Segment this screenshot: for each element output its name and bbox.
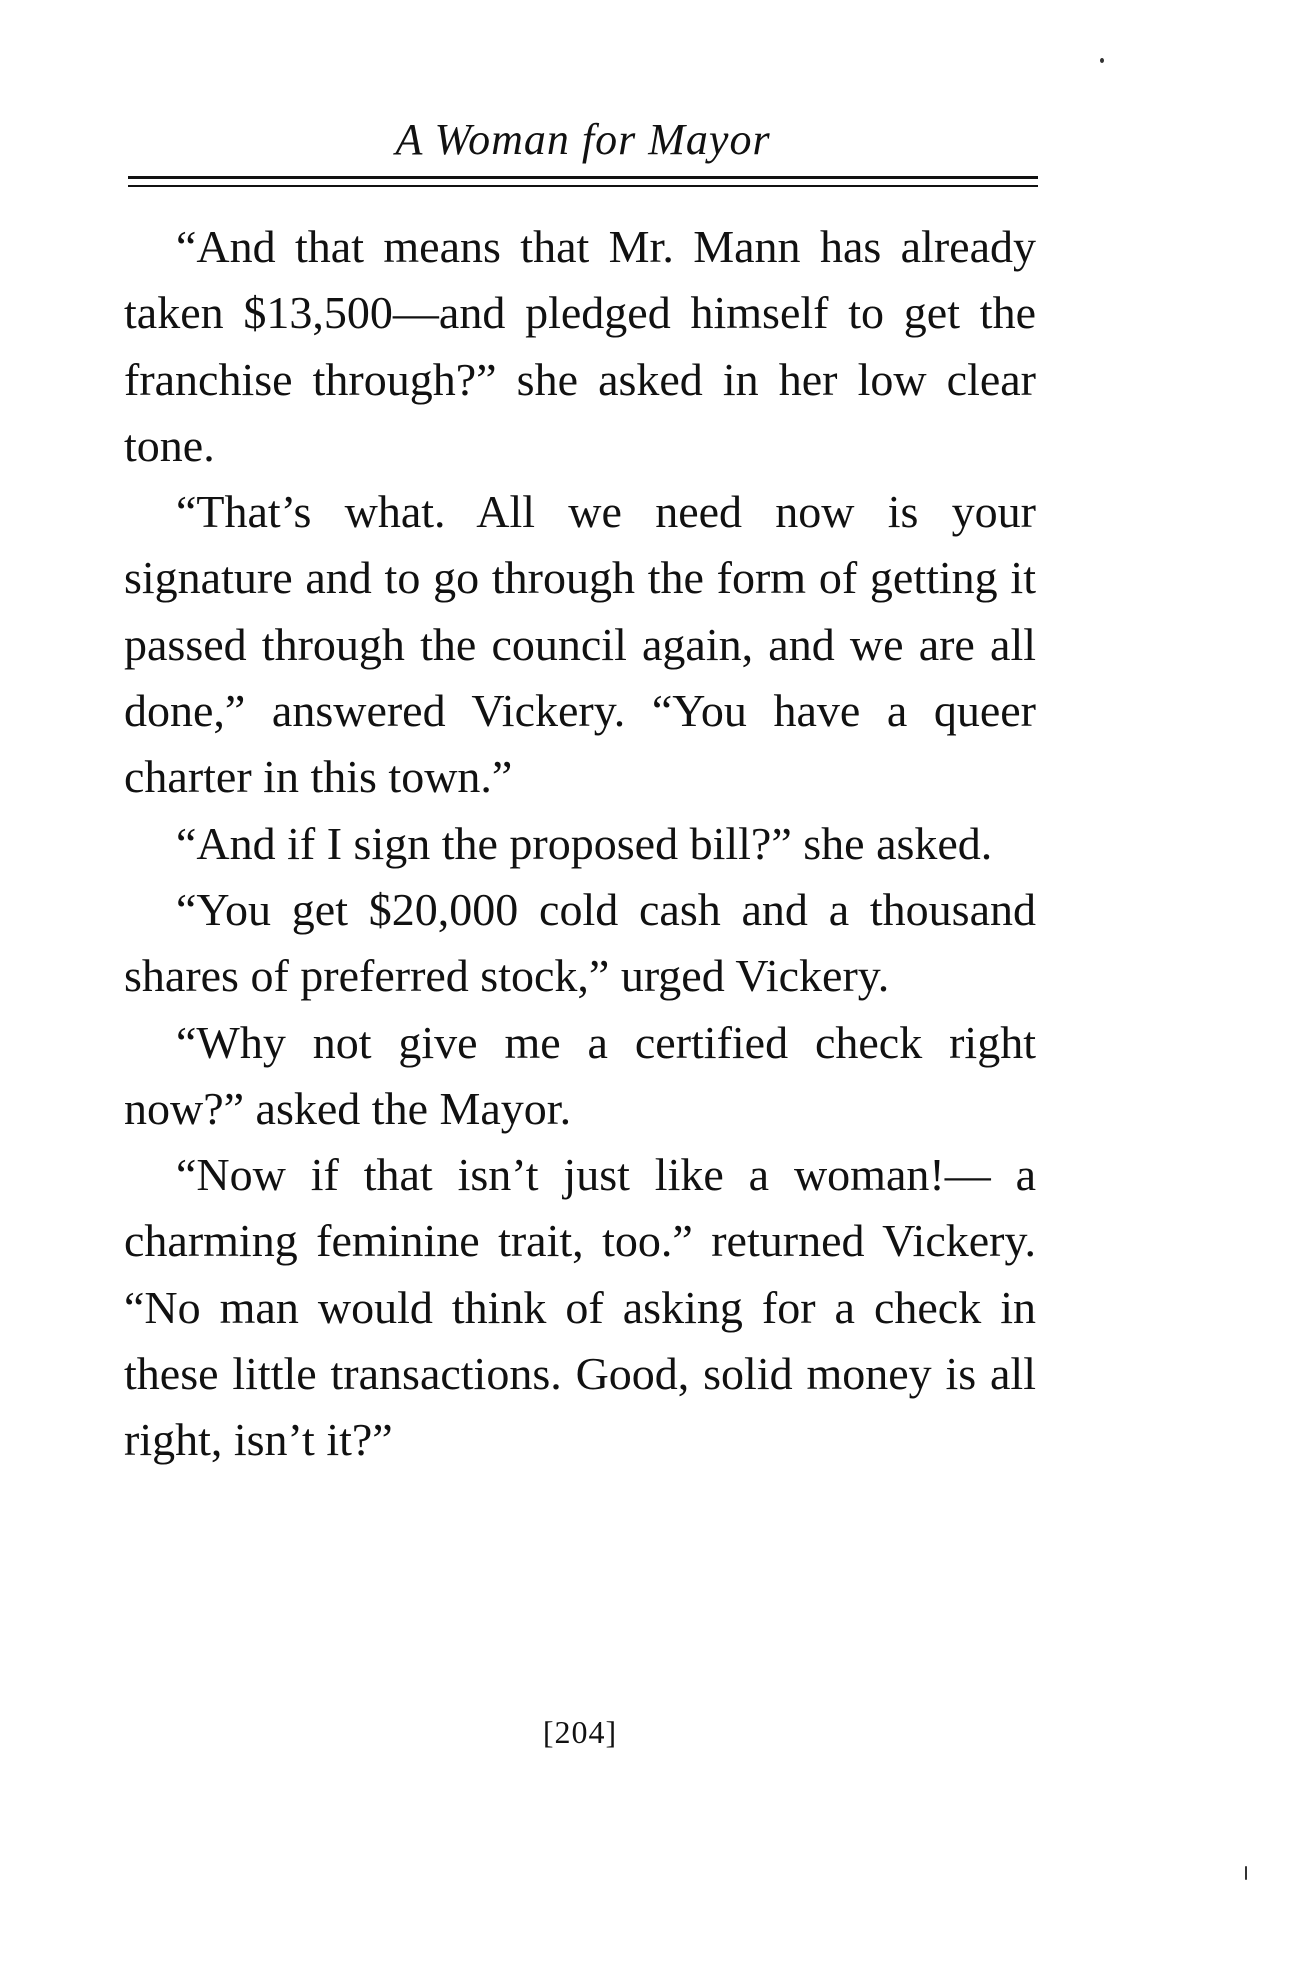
page-number: [204] [542,1714,618,1750]
header-rule-thin [128,185,1038,187]
page-body [124,214,1036,1474]
paragraph-6: “Now if that isn’t just like a woman!— a charming feminine trait, too.” returned Vickery. “No man would think of asking for a check in these little transactions. Good, solid money is all right, isn’t it?” [124,1149,1036,1466]
header-rule-thick [128,176,1038,179]
paper-speck [1100,58,1104,63]
running-title: A Woman for Mayor [395,115,771,164]
paragraph-5: “Why not give me a certified check right now?” asked the Mayor. [124,1016,1036,1134]
paragraph-2: “That’s what. All we need now is your signature and to go through the form of getting it passed through the council again, and we are all done,” answered Vickery. “You have a queer charter in this town.” [124,486,1036,803]
paragraph-3: “And if I sign the proposed bill?” she asked. [176,817,993,869]
paragraph-4: “You get $20,000 cold cash and a thousand shares of preferred stock,” urged Vickery. [124,883,1036,1002]
paragraph-1: “And that means that Mr. Mann has already taken $13,500—and pledged himself to get the franchise through?” she asked in her low clear tone. [124,221,1036,471]
paper-speck [1245,1866,1247,1880]
